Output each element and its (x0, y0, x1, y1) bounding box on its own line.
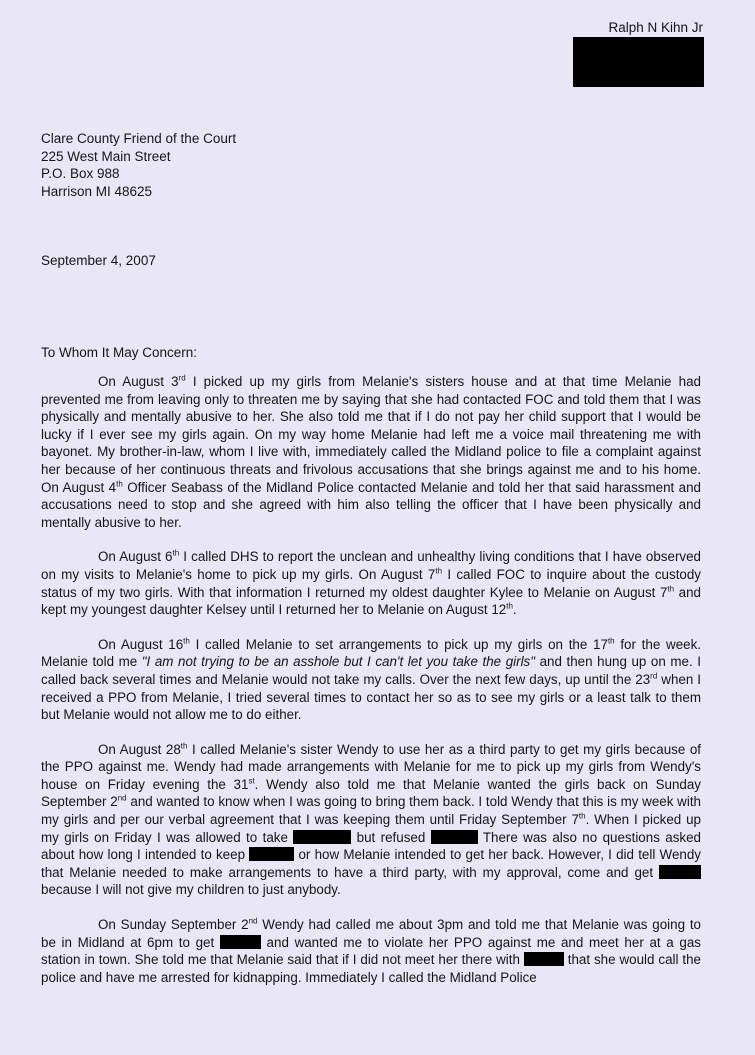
redaction-bar (220, 935, 261, 949)
ordinal-suffix: th (435, 566, 443, 576)
text-run: and then hung up on me. I called back several times and Melanie would not take my calls. Over the next few days, up until the 23 (41, 654, 702, 687)
ordinal-suffix: th (578, 811, 586, 821)
redaction-bar (293, 830, 351, 844)
text-run: I called Melanie's sister Wendy to use her as a third party to get my girls because of the PPO against me. Wendy had made arrangements with Melanie for me to pick up my girls from Wendy's house on Friday evening the 31 (41, 741, 701, 792)
paragraph-2 (41, 548, 701, 618)
text-run: I called DHS to report the unclean and unhealthy living conditions that I have observed on my visits to Melanie's home to pick up my girls. On August 7 (41, 549, 701, 582)
ordinal-suffix: th (506, 601, 513, 611)
text-run: . When I picked up my girls on Friday I was allowed to take (41, 812, 701, 845)
ordinal-suffix: th (607, 636, 615, 646)
ordinal-suffix: rd (178, 373, 186, 383)
letter-date: September 4, 2007 (41, 253, 156, 268)
text-run: . Wendy also told me that Melanie wanted the girls back on Sunday September 2 (41, 776, 701, 810)
redaction-bar (524, 952, 564, 966)
redaction-bar (659, 865, 701, 879)
ordinal-suffix: th (183, 636, 190, 646)
text-run: I called FOC to inquire about the custody status of my two girls. With that information I returned my oldest daughter Kylee to Melanie on August 7 (41, 566, 701, 600)
ordinal-suffix: st (248, 776, 255, 786)
ordinal-suffix: nd (248, 916, 258, 926)
text-run: but refused (351, 829, 431, 845)
text-run: Wendy had called me about 3pm and told me that Melanie was going to be in Midland at 6pm to get (41, 917, 702, 950)
recipient-line: Clare County Friend of the Court (41, 131, 237, 146)
ordinal-suffix: th (172, 548, 180, 558)
text-run: when I received a PPO from Melanie, I tried several times to contact her so as to see my girls or a least talk to them but Melanie would not allow me to do either. (41, 671, 701, 723)
text-run: On August 6 (98, 549, 173, 565)
paragraph-1 (41, 373, 701, 531)
salutation: To Whom It May Concern: (41, 345, 198, 360)
letter-body (41, 373, 701, 1003)
text-run: Officer Seabass of the Midland Police contacted Melanie and told her that said harassment and accusations need to stop and she agreed with him also telling the officer that I have been physically and mentally abusive to her. (41, 479, 702, 530)
text-run: . (512, 602, 517, 618)
text-run: and kept my youngest daughter Kelsey until I returned her to Melanie on August 12 (41, 584, 701, 618)
text-run: because I will not give my children to just anybody. (41, 882, 341, 898)
ordinal-suffix: th (667, 584, 675, 594)
text-run: or how Melanie intended to get her back. However, I did tell Wendy that Melanie needed to make arrangements to have a third party, with my approval, come and get (41, 847, 701, 880)
quoted-text: "I am not trying to be an asshole but I can't let you take the girls" (141, 654, 536, 670)
recipient-line: Harrison MI 48625 (41, 183, 153, 199)
redaction-bar (431, 830, 478, 844)
text-run: There was also no questions asked about how long I intended to keep (41, 829, 701, 863)
text-run: and wanted to know when I was going to bring them back. I told Wendy that this is my week with my girls and per our verbal agreement that I was keeping them until Friday September 7 (41, 794, 701, 828)
text-run: that she would call the police and have me arrested for kidnapping. Immediately I called the Midland Police (41, 952, 701, 985)
recipient-line: P.O. Box 988 (41, 166, 120, 181)
text-run: On August 3 (98, 374, 179, 389)
paragraph-4 (41, 741, 701, 899)
paragraph-3 (41, 636, 701, 724)
recipient-address (41, 130, 236, 200)
text-run: On August 28 (98, 741, 181, 757)
redacted-sender-address (573, 37, 704, 87)
text-run: On Sunday September 2 (98, 917, 249, 933)
sender-name: Ralph N Kihn Jr (608, 20, 703, 35)
ordinal-suffix: nd (117, 794, 127, 803)
text-run: I picked up my girls from Melanie's sisters house and at that time Melanie had prevented me from leaving only to threaten me by saying that she had contacted FOC and told them that I was physically and mentally abusive to her. She also told me that if I do not pay her child support that I would be lucky if I ever see my girls again. On my way home Melanie had left me a voice mail threatening me with bayonet. My brother-in-law, whom I live with, immediately called the Midland police to file a complaint against her because of her continuous threats and frivolous accusations that she brings against me and to his home. On August 4 (41, 374, 701, 495)
redaction-bar (249, 847, 294, 861)
ordinal-suffix: rd (650, 671, 658, 681)
text-run: On August 16 (98, 636, 184, 652)
ordinal-suffix: th (180, 741, 188, 751)
text-run: for the week. Melanie told me (41, 636, 702, 670)
text-run: and wanted me to violate her PPO against me and meet her at a gas station in town. She told me that Melanie said that if I did not meet her there with (41, 934, 701, 968)
text-run: I called Melanie to set arrangements to pick up my girls on the 17 (189, 636, 608, 652)
ordinal-suffix: th (116, 479, 123, 489)
paragraph-5 (41, 916, 701, 986)
recipient-line: 225 West Main Street (41, 148, 171, 164)
